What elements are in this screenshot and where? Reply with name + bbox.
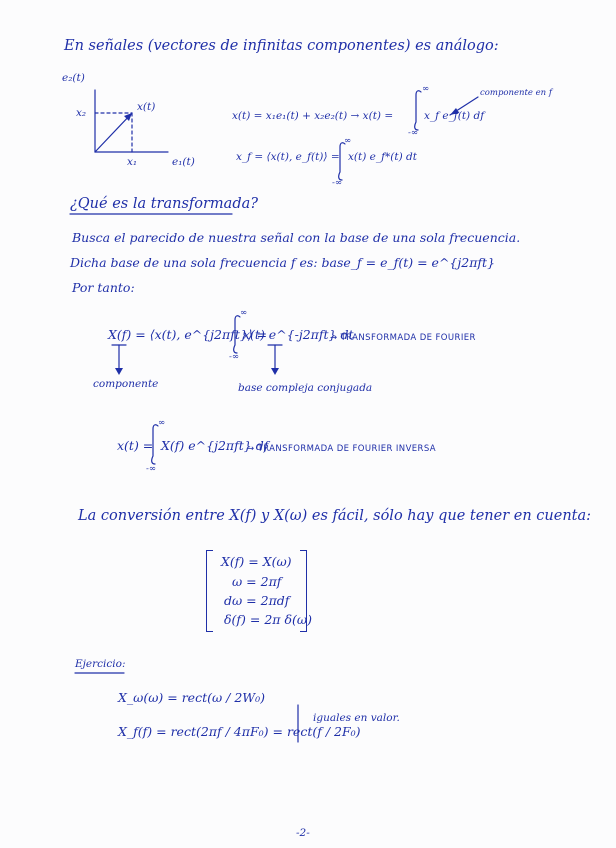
inf-top-2: ∞	[344, 136, 352, 146]
intro-line: En señales (vectores de infinitas componentes) es análogo:	[64, 38, 499, 54]
ift-arrow-label: → TRANSFORMADA DE FOURIER INVERSA	[247, 444, 437, 454]
matrix-row-4: δ(f) = 2π δ(ω)	[224, 612, 312, 627]
inf-bottom-3: -∞	[229, 352, 239, 362]
inf-top-3: ∞	[240, 308, 248, 318]
paragraph-line-1: Busca el parecido de nuestra señal con la base de una sola frecuencia.	[72, 230, 521, 245]
page-number: -2-	[296, 827, 310, 839]
matrix-row-3: dω = 2πdf	[224, 593, 290, 608]
eq-integral-1: x_f e_f(t) df	[424, 110, 485, 122]
ft-lhs: X(f) = ⟨x(t), e^{j2πft}⟩ =	[108, 327, 268, 342]
eq-coef: x_f = ⟨x(t), e_f(t)⟩ =	[236, 151, 340, 163]
exercise-note: iguales en valor.	[313, 712, 400, 724]
matrix-row-2: ω = 2πf	[232, 574, 282, 589]
vector-label: x(t)	[137, 101, 156, 113]
matrix-row-1: X(f) = X(ω)	[221, 554, 292, 569]
eq-integral-2: x(t) e_f*(t) dt	[348, 151, 417, 163]
inf-bottom-4: -∞	[146, 464, 156, 474]
ift-lhs: x(t) =	[117, 438, 154, 453]
section-question: ¿Qué es la transformada?	[70, 196, 259, 212]
inf-bottom-1: -∞	[408, 128, 418, 138]
inf-bottom-2: -∞	[332, 178, 342, 188]
x-axis-label: e₁(t)	[172, 156, 195, 168]
integral-sign-1	[415, 91, 421, 130]
annotation-component: componente en f	[480, 88, 552, 98]
label-base-conjugada: base compleja conjugada	[238, 382, 373, 394]
x2-label: x₂	[76, 107, 87, 119]
paragraph-line-2: Dicha base de una sola frecuencia f es: base_f = e_f(t) = e^{j2πft}	[70, 255, 496, 270]
y-axis-label: e₂(t)	[62, 72, 85, 84]
signal-vector	[95, 113, 132, 152]
label-componente: componente	[93, 378, 159, 390]
paragraph-line-3: Por tanto:	[72, 280, 135, 295]
exercise-line-2: X_f(f) = rect(2πf / 4πF₀) = rect(f / 2F₀)	[118, 724, 361, 739]
inf-top-4: ∞	[158, 418, 166, 428]
exercise-line-1: X_ω(ω) = rect(ω / 2W₀)	[118, 690, 266, 705]
x1-label: x₁	[127, 156, 138, 168]
ft-arrow-label: → TRANSFORMADA DE FOURIER	[330, 333, 476, 343]
matrix-left-bracket	[206, 550, 213, 632]
ft-integrand: x(t) e^{-j2πft} dt	[243, 327, 354, 342]
eq-sum: x(t) = x₁e₁(t) + x₂e₂(t) → x(t) =	[232, 110, 394, 122]
ift-integrand: X(f) e^{j2πft} df	[161, 438, 269, 453]
inf-top-1: ∞	[422, 84, 430, 94]
conversion-line: La conversión entre X(f) y X(ω) es fácil, sólo hay que tener en cuenta:	[78, 508, 592, 524]
ejercicio-title: Ejercicio:	[75, 658, 126, 670]
